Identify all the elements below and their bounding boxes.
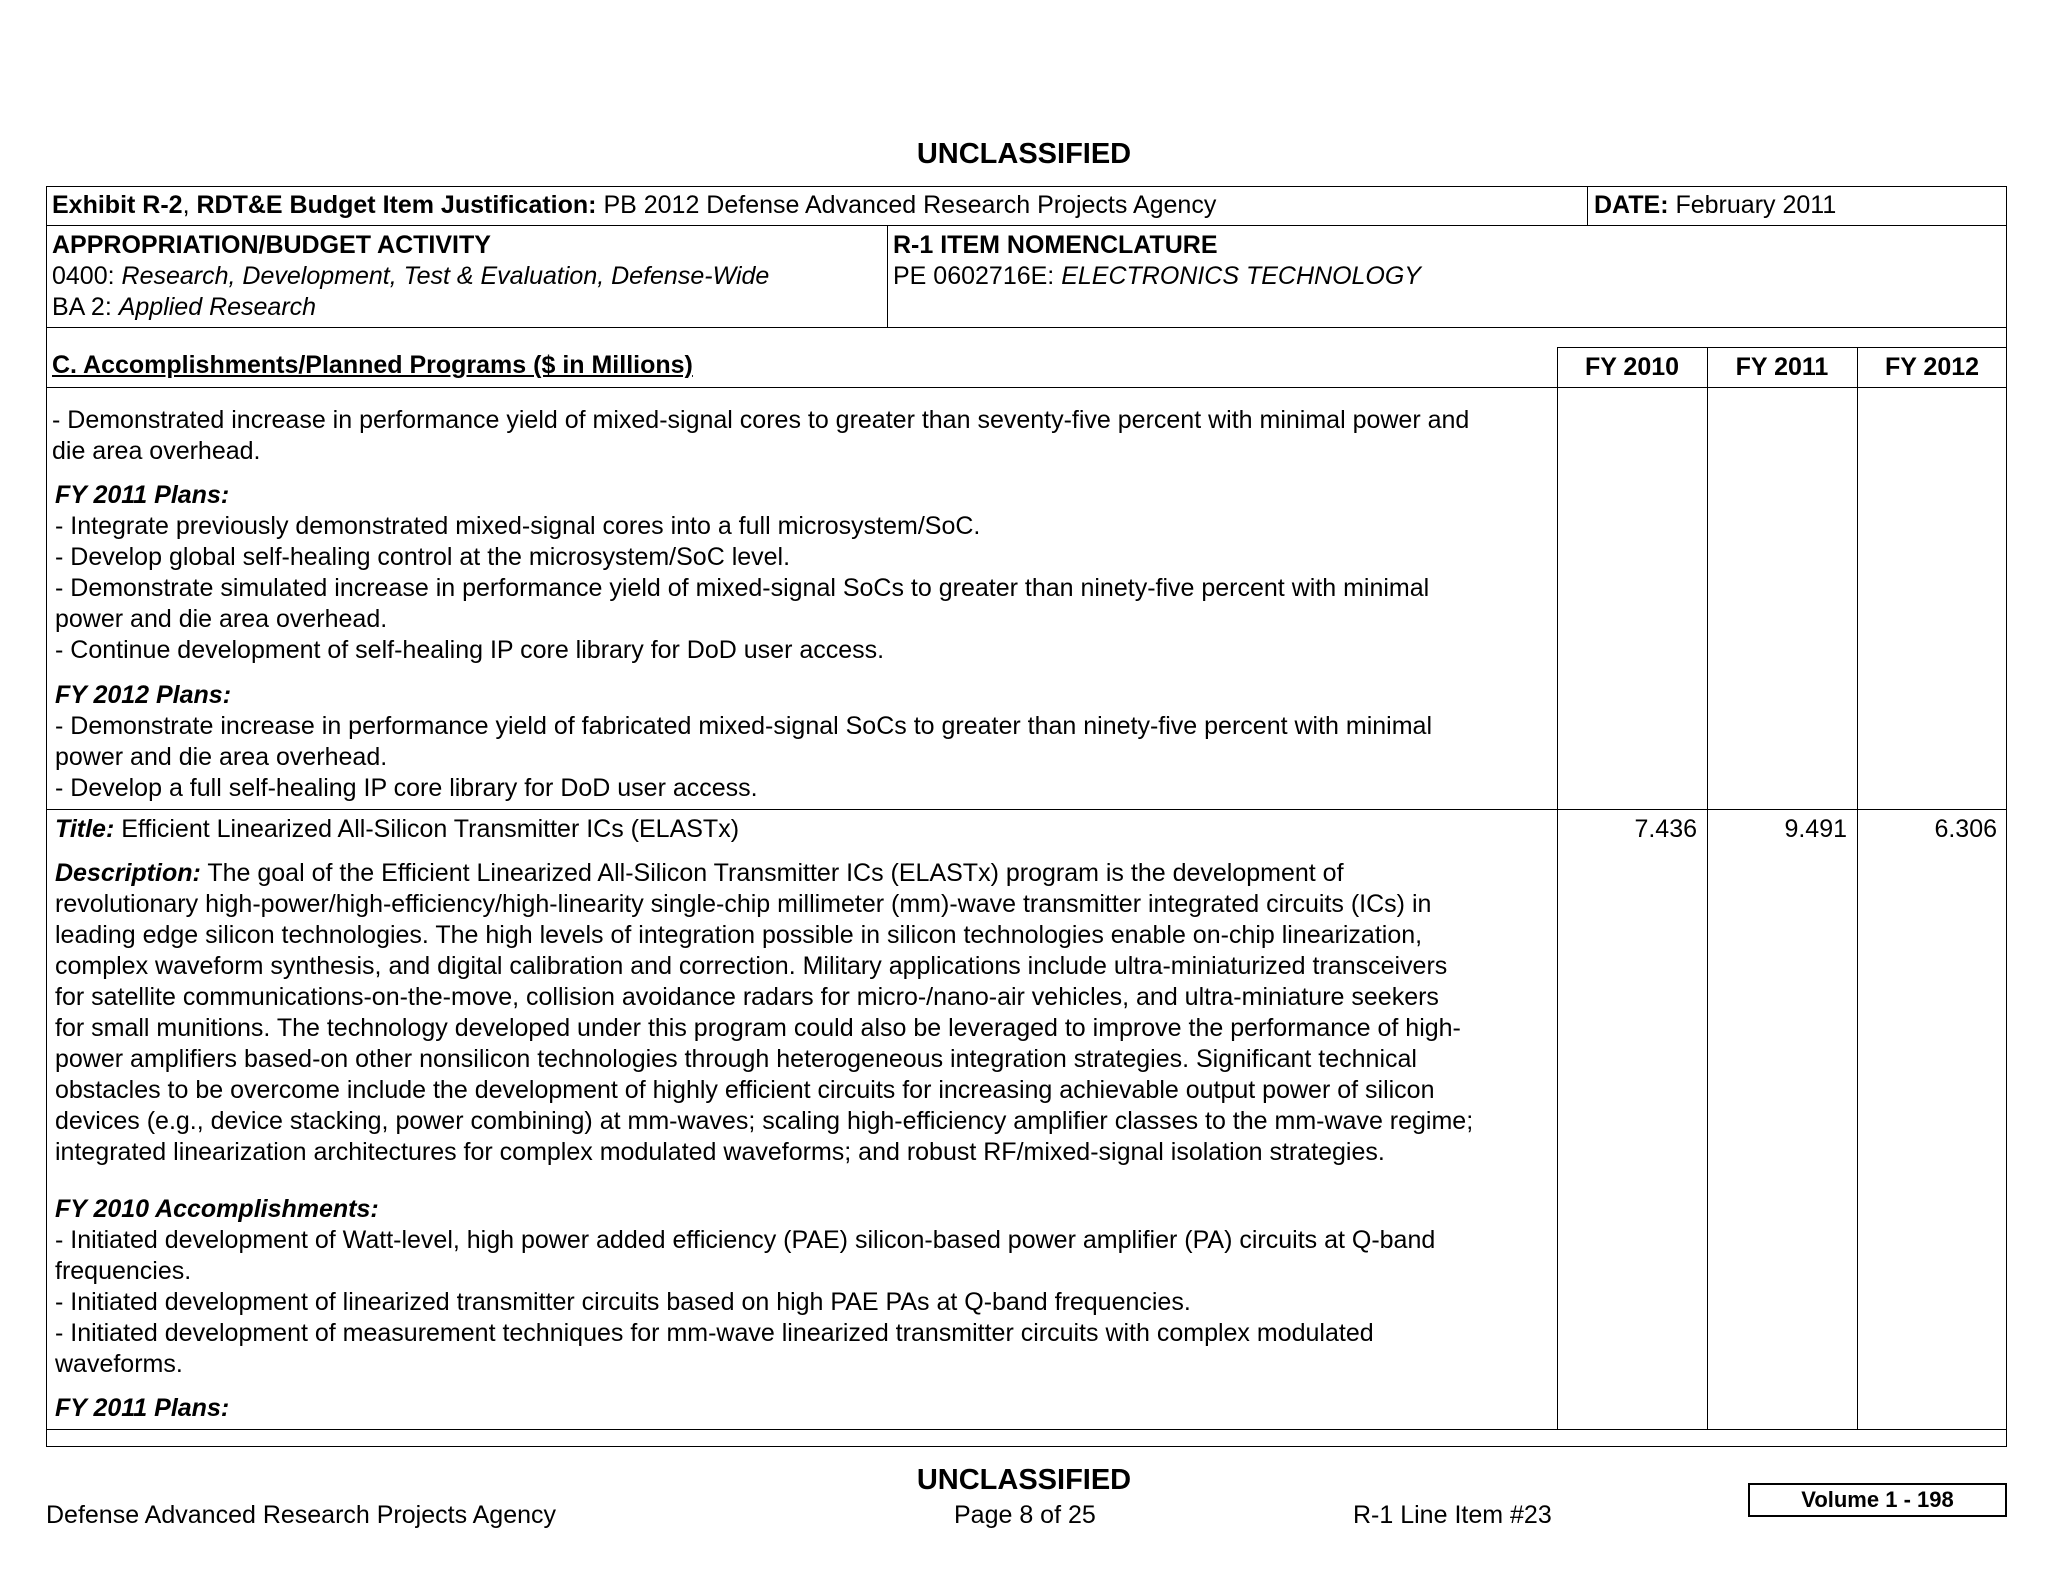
appropriation-bottom-divider — [46, 327, 2007, 328]
footer-page-number: Page 8 of 25 — [954, 1501, 1096, 1529]
header-divider — [46, 225, 2007, 226]
amount-fy2012: 6.306 — [1934, 815, 1997, 843]
elastx-fy2011-heading: FY 2011 Plans: — [55, 1394, 230, 1422]
date-divider — [1587, 186, 1588, 225]
r1-nomenclature-value: PE 0602716E: ELECTRONICS TECHNOLOGY — [893, 262, 1421, 290]
budget-activity-value: BA 2: Applied Research — [52, 293, 317, 321]
block1-fy2011-heading: FY 2011 Plans: — [55, 481, 230, 509]
r1-nomenclature-label: R-1 ITEM NOMENCLATURE — [893, 231, 1218, 259]
row-divider — [46, 809, 2007, 810]
fy-header-top-border — [1557, 347, 2007, 348]
nomenclature-divider — [887, 225, 888, 327]
column-fy2012: FY 2012 — [1884, 353, 1980, 381]
amount-fy2010: 7.436 — [1634, 815, 1697, 843]
footer-agency: Defense Advanced Research Projects Agency — [46, 1501, 557, 1529]
elastx-title: Title: Efficient Linearized All-Silicon Transmitter ICs (ELASTx) — [55, 815, 740, 843]
amount-fy2011: 9.491 — [1784, 815, 1847, 843]
block1-fy2012-heading: FY 2012 Plans: — [55, 681, 232, 709]
section-title: C. Accomplishments/Planned Programs ($ in Millions) — [52, 351, 693, 379]
column-fy2011: FY 2011 — [1735, 353, 1829, 381]
exhibit-title: Exhibit R-2, RDT&E Budget Item Justification: PB 2012 Defense Advanced Research Projects Agency — [52, 191, 1217, 219]
block1-text-c: - Demonstrate increase in performance yield of fabricated mixed-signal SoCs to greater than ninety-five percent with minimal power and die area overhead. - Develop a full self-healing IP core library for DoD user access. — [55, 712, 1433, 802]
elastx-description: Description: The goal of the Efficient Linearized All-Silicon Transmitter ICs (ELASTx) program is the development of revolutionary high-power/high-efficiency/high-linearity single-chip millimeter (mm)-wave transmitter integrated circuits (ICs) in leading edge silicon technologies. The high levels of integration possible in silicon technologies enable on-chip linearization, complex waveform synthesis, and digital calibration and correction. Military applications include ultra-miniaturized transceivers for satellite communications-on-the-move, collision avoidance radars for micro-/nano-air vehicles, and ultra-miniature seekers for small munitions. The technology developed under this program could also be leveraged to improve the performance of high- power amplifiers based-on other nonsilicon technologies through heterogeneous integration strategies. Significant technical obstacles to be overcome include the development of highly efficient circuits for increasing achievable output power of silicon devices (e.g., device stacking, power combining) at mm-waves; scaling high-efficiency amplifier classes to the mm-wave regime; integrated linearization architectures for complex modulated waveforms; and robust RF/mixed-signal isolation strategies. — [55, 859, 1474, 1166]
elastx-fy2010-heading: FY 2010 Accomplishments: — [55, 1195, 379, 1223]
appropriation-value: 0400: Research, Development, Test & Evaluation, Defense-Wide — [52, 262, 770, 290]
block1-text-b: - Integrate previously demonstrated mixed-signal cores into a full microsystem/SoC. - Develop global self-healing control at the microsystem/SoC level. - Demonstrate simulated increase in performance yield of mixed-signal SoCs to greater than ninety-five percent with minimal power and die area overhead. - Continue development of self-healing IP core library for DoD user access. — [55, 512, 1430, 664]
column-divider-2 — [1707, 347, 1708, 1429]
table-bottom-border — [46, 1429, 2007, 1430]
classification-bottom: UNCLASSIFIED — [916, 1464, 1132, 1496]
column-divider-3 — [1857, 347, 1858, 1429]
elastx-fy2010-text: - Initiated development of Watt-level, high power added efficiency (PAE) silicon-based power amplifier (PA) circuits at Q-band frequencies. - Initiated development of linearized transmitter circuits based on high PAE PAs at Q-band frequencies. - Initiated development of measurement techniques for mm-wave linearized transmitter circuits with complex modulated waveforms. — [55, 1226, 1436, 1378]
column-fy2010: FY 2010 — [1584, 353, 1680, 381]
section-header-divider — [46, 387, 2007, 388]
column-divider-1 — [1557, 347, 1558, 1429]
block1-text-a: - Demonstrated increase in performance yield of mixed-signal cores to greater than seventy-five percent with minimal power and die area overhead. — [52, 406, 1470, 465]
volume-badge: Volume 1 - 198 — [1748, 1483, 2007, 1517]
appropriation-label: APPROPRIATION/BUDGET ACTIVITY — [52, 231, 491, 259]
date-field: DATE: February 2011 — [1594, 191, 1837, 219]
footer-line-item: R-1 Line Item #23 — [1353, 1501, 1552, 1529]
classification-top: UNCLASSIFIED — [916, 138, 1132, 170]
